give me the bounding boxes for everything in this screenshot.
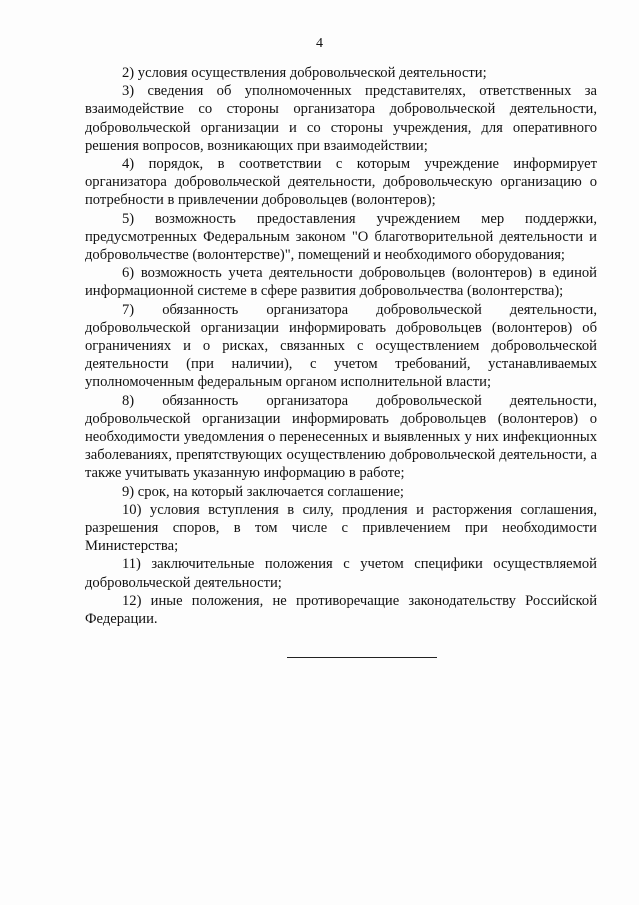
paragraph-item-11: 11) заключительные положения с учетом специфики осуществляемой добровольческой деятельности; bbox=[85, 556, 597, 591]
document-body bbox=[85, 64, 597, 628]
paragraph-item-5: 5) возможность предоставления учреждением мер поддержки, предусмотренных Федеральным законом "О благотворительной деятельности и добровольчестве (волонтерстве)", помещений и необходимого оборудования; bbox=[85, 210, 597, 264]
paragraph-item-9: 9) срок, на который заключается соглашение; bbox=[122, 483, 404, 500]
paragraph-item-3: 3) сведения об уполномоченных представителях, ответственных за взаимодействие со стороны организатора добровольческой деятельности, добровольческой организации и со стороны учреждения, для оперативного решения вопросов, возникающих при взаимодействии; bbox=[85, 83, 597, 154]
paragraph-item-6: 6) возможность учета деятельности добровольцев (волонтеров) в единой информационной системе в сфере развития добровольчества (волонтерства); bbox=[85, 265, 597, 300]
paragraph-item-12: 12) иные положения, не противоречащие законодательству Российской Федерации. bbox=[85, 592, 597, 628]
end-of-document-line bbox=[287, 657, 437, 658]
paragraph-item-2: 2) условия осуществления добровольческой деятельности; bbox=[122, 65, 487, 81]
paragraph-item-4: 4) порядок, в соответствии с которым учреждение информирует организатора добровольческой деятельности, добровольческую организацию о потребности в привлечении добровольцев (волонтеров); bbox=[85, 156, 597, 209]
page-number: 4 bbox=[316, 36, 323, 51]
paragraph-item-8: 8) обязанность организатора добровольческой деятельности, добровольческой организации информировать добровольцев (волонтеров) о необходимости уведомления о перенесенных и выявленных у них инфекционных заболеваниях, препятствующих осуществлению добровольческой деятельности, а также учитывать указанную информацию в работе; bbox=[85, 392, 597, 482]
paragraph-item-10: 10) условия вступления в силу, продления и расторжения соглашения, разрешения споров, в том числе с привлечением при необходимости Министерства; bbox=[85, 501, 597, 555]
paragraph-item-7: 7) обязанность организатора добровольческой деятельности, добровольческой организации информировать добровольцев (волонтеров) об ограничениях и о рисках, связанных с осуществлением добровольческой деятельности (при наличии), с учетом требований, устанавливаемых уполномоченным федеральным органом исполнительной власти; bbox=[85, 301, 597, 391]
